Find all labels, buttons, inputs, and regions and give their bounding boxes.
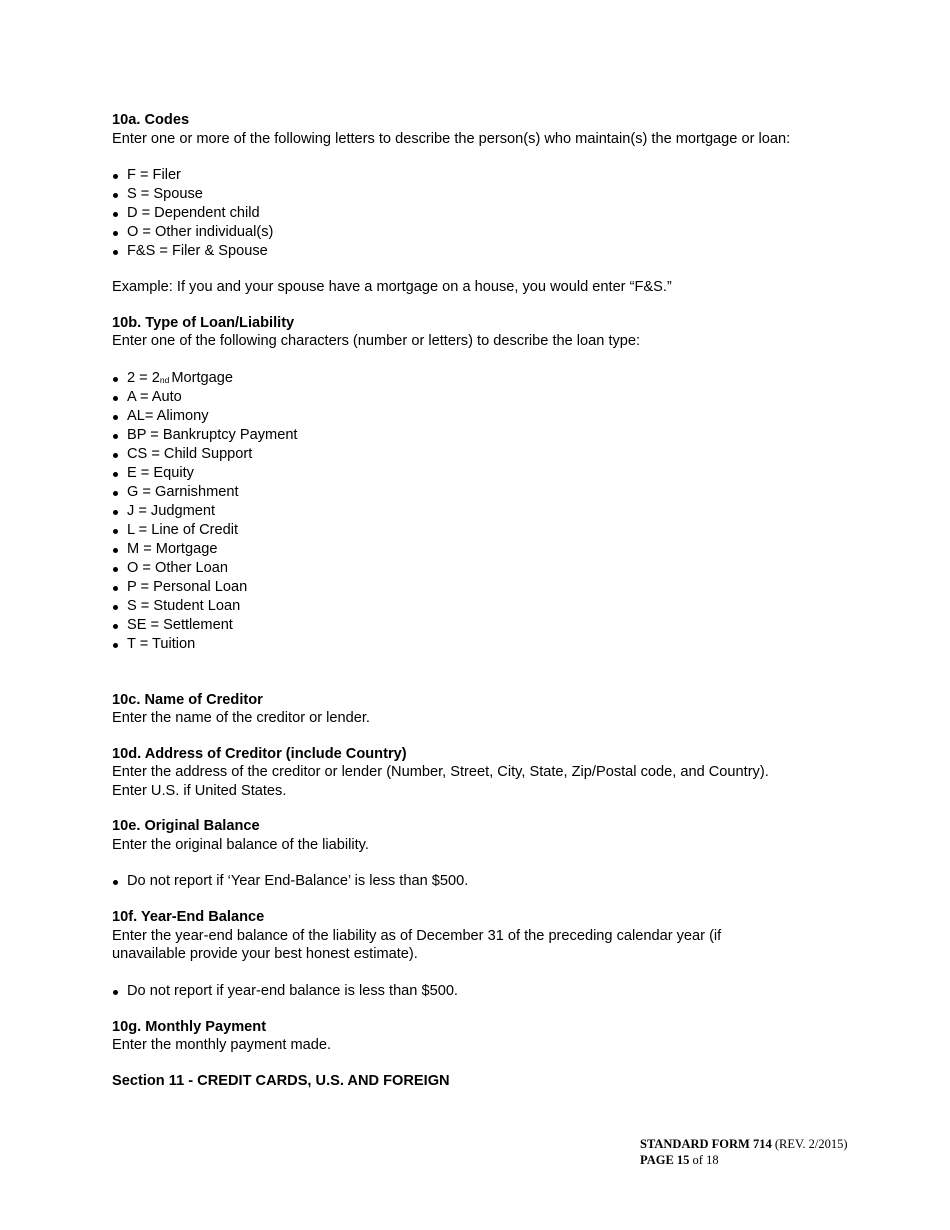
section-10f-line1: Enter the year-end balance of the liability as of December 31 of the preceding calendar year (if bbox=[112, 927, 722, 944]
section-10g-text: Enter the monthly payment made. bbox=[112, 1037, 332, 1053]
section-10c-text: Enter the name of the creditor or lender. bbox=[112, 710, 370, 726]
list-item: Do not report if ‘Year End-Balance’ is less than $500. bbox=[112, 872, 872, 891]
list-item: D = Dependent child bbox=[112, 204, 872, 223]
list-item: A = Auto bbox=[112, 388, 872, 407]
list-item: P = Personal Loan bbox=[112, 578, 872, 597]
section-10f-heading: 10f. Year-End Balance bbox=[112, 909, 265, 925]
section-10g-heading: 10g. Monthly Payment bbox=[112, 1018, 267, 1035]
list-item: L = Line of Credit bbox=[112, 521, 872, 540]
section-10a-intro: Enter one or more of the following letters to describe the person(s) who maintain(s) the mortgage or loan: bbox=[112, 130, 791, 147]
year-end-balance-notes bbox=[112, 982, 872, 1001]
section-10d-line2: Enter U.S. if United States. bbox=[112, 782, 287, 799]
section-10c-heading: 10c. Name of Creditor bbox=[112, 691, 263, 708]
form-revision: (REV. 2/2015) bbox=[774, 1137, 848, 1151]
section-10f-line2: unavailable provide your best honest estimate). bbox=[112, 946, 418, 962]
codes-list bbox=[112, 166, 872, 261]
loan-type-list bbox=[112, 369, 872, 654]
list-item: AL= Alimony bbox=[112, 407, 872, 426]
list-item: J = Judgment bbox=[112, 502, 872, 521]
list-item: O = Other Loan bbox=[112, 559, 872, 578]
section-10d-heading: 10d. Address of Creditor (include Country) bbox=[112, 745, 407, 762]
form-name: STANDARD FORM 714 bbox=[640, 1137, 772, 1151]
section-10d-line1: Enter the address of the creditor or lender (Number, Street, City, State, Zip/Postal code, and Country). bbox=[112, 764, 769, 780]
section-11-heading: Section 11 - CREDIT CARDS, U.S. AND FOREIGN bbox=[112, 1072, 450, 1089]
list-item: O = Other individual(s) bbox=[112, 223, 872, 242]
loan-type-2-suffix: Mortgage bbox=[171, 369, 233, 386]
loan-type-2-prefix: 2 = 2 bbox=[127, 369, 160, 386]
page-number bbox=[640, 1153, 848, 1169]
list-item: Do not report if year-end balance is less than $500. bbox=[112, 982, 872, 1001]
page-label: PAGE 15 bbox=[640, 1152, 690, 1167]
document-page bbox=[112, 111, 872, 1090]
section-10a-example: Example: If you and your spouse have a mortgage on a house, you would enter “F&S.” bbox=[112, 279, 672, 295]
list-item: G = Garnishment bbox=[112, 483, 872, 502]
page-footer bbox=[640, 1137, 848, 1168]
section-10e-heading: 10e. Original Balance bbox=[112, 818, 260, 834]
list-item: F&S = Filer & Spouse bbox=[112, 242, 872, 261]
list-item: T = Tuition bbox=[112, 635, 872, 654]
page-total: of 18 bbox=[692, 1152, 719, 1167]
list-item: F = Filer bbox=[112, 166, 872, 185]
form-identifier bbox=[640, 1137, 848, 1153]
list-item: M = Mortgage bbox=[112, 540, 872, 559]
original-balance-notes bbox=[112, 872, 872, 891]
loan-type-2-superscript: nd bbox=[159, 374, 170, 385]
section-10b-intro: Enter one of the following characters (number or letters) to describe the loan type: bbox=[112, 333, 641, 349]
section-10e-text: Enter the original balance of the liability. bbox=[112, 836, 369, 853]
list-item: SE = Settlement bbox=[112, 616, 872, 635]
section-10b-heading: 10b. Type of Loan/Liability bbox=[112, 314, 295, 331]
list-item: E = Equity bbox=[112, 464, 872, 483]
list-item bbox=[112, 369, 872, 388]
list-item: CS = Child Support bbox=[112, 445, 872, 464]
section-10a-heading: 10a. Codes bbox=[112, 112, 190, 128]
list-item: S = Spouse bbox=[112, 185, 872, 204]
list-item: BP = Bankruptcy Payment bbox=[112, 426, 872, 445]
list-item: S = Student Loan bbox=[112, 597, 872, 616]
